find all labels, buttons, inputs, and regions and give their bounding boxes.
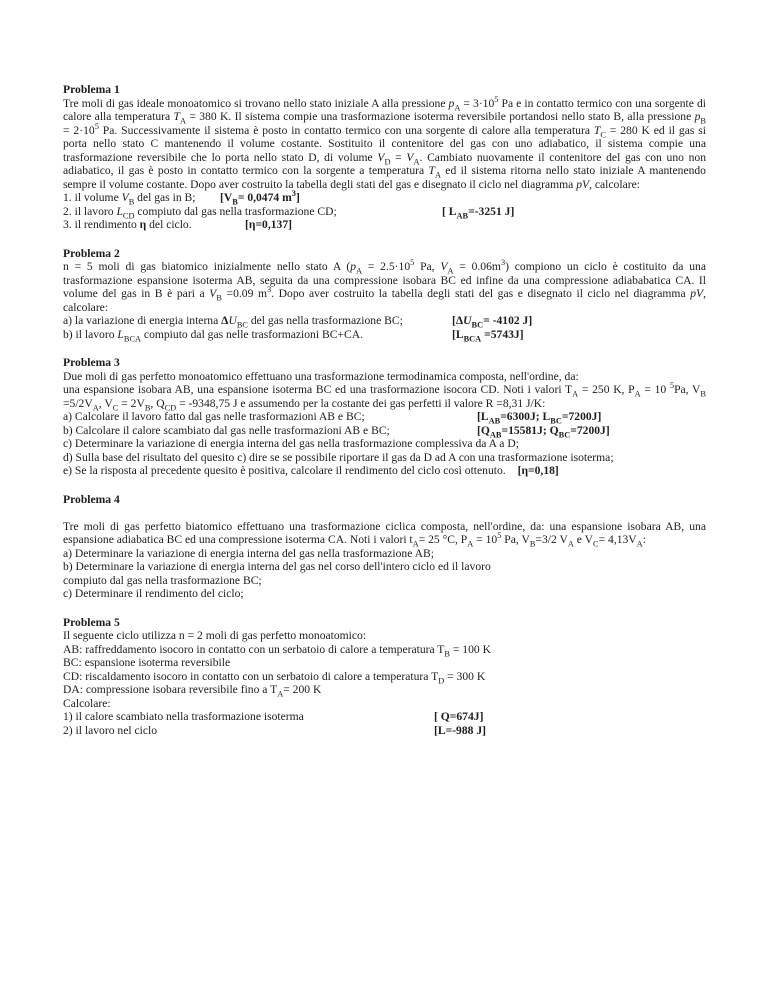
problem-5-step-da: [63, 683, 706, 697]
problem-5-step-bc: [63, 656, 706, 670]
problem-1-item-1: [63, 191, 706, 205]
problem-1-item-3-answer: [η=0,137]: [245, 218, 292, 231]
problem-5-step-cd: [63, 670, 706, 684]
problem-3-item-a-text: a) Calcolare il lavoro fatto dal gas nelle trasformazioni AB e BC;: [63, 410, 365, 423]
problem-1-item-1-answer: [$V_B= 0,0474$ $m^3$]: [220, 189, 300, 207]
problem-1-title: Problema 1: [63, 83, 120, 96]
problem-1: [63, 83, 706, 232]
problem-4-item-c: [63, 587, 706, 601]
problem-1-body: Tre moli di gas ideale monoatomico si trovano nello stato iniziale A alla pressione $p_A = 3\cdot 10^5$ Pa e in contatto termico con una sorgente di calore alla temperatura $T_A = 380$ K. Il sistema compie una trasformazione isoterma reversibile portandosi nello stato B, alla pressione $p_B = 2\cdot 10^5$ Pa. Successivamente il sistema è posto in contatto termico con una sorgente di calore alla temperatura $T_C = 280$ K ed il gas si porta nello stato C mantenendo il volume costante. Sostituito il contenitore del gas con uno adiabatico, il sistema compie una trasformazione reversibile che lo porta nello stato D, di volume $V_D = V_A$. Cambiato nuovamente il contenitore del gas con uno non adiabatico, il gas è posto in contatto termico con la sorgente a temperatura $T_A$ ed il sistema ritorna nello stato iniziale A mantenendo sempre il volume costante. Dopo aver costruito la tabella degli stati del gas e disegnato il ciclo nel diagramma pV, calcolare:: [63, 94, 706, 191]
problem-2-item-a-text: a) la variazione di energia interna $\Delta U_{BC}$ del gas nella trasformazione BC;: [63, 314, 403, 330]
problem-5-item-1: [63, 710, 706, 724]
problem-5-calcolare-label: [63, 697, 706, 711]
problem-2-title: Problema 2: [63, 246, 120, 260]
problem-2-item-b: [63, 328, 706, 342]
problem-3-item-a-answer: [$L_{AB}=6300J$; $L_{BC}=7200J$]: [477, 410, 602, 426]
problem-3-item-b: [63, 424, 706, 438]
problem-3-item-d: [63, 451, 706, 465]
problem-1-item-3-text: 3. il rendimento η del ciclo.: [63, 218, 192, 231]
problem-5-item-1-text: 1) il calore scambiato nella trasformazione isoterma: [63, 710, 304, 723]
problem-5-intro: [63, 629, 706, 643]
problem-2-item-b-answer: $[L_{BCA} =5743J]$: [452, 327, 524, 343]
problem-3-item-b-answer: [$Q_{AB}=15581J$; $Q_{BC}=7200J$]: [477, 423, 610, 439]
problem-5-item-2-answer: [L=-988 J]: [434, 723, 487, 737]
problem-5-calcolare-text: Calcolare:: [63, 696, 111, 710]
problem-5-step-ab-text: AB: raffreddamento isocoro in contatto con un serbatoio di calore a temperatura $T_B = 100$ K: [63, 642, 491, 658]
problem-3-item-d-text: d) Sulla base del risultato del quesito c) dire se se possibile riportare il gas da D ad A con una trasformazione isoterma;: [63, 450, 614, 464]
problem-2-body: n = 5 moli di gas biatomico inizialmente nello stato A ($p_A = 2.5\cdot 10^5$ Pa, $V_A = 0.06m^3$) compiono un ciclo è costituito da una trasformazione espansione isoterma AB, seguita da una compressione isobara BC ed infine da una compressione adiababatica CA. Il volume del gas in B è pari a $V_B =0.09$ $m^3$. Dopo aver costruito la tabella degli stati del gas e disegnato il ciclo nel diagramma pV, calcolare:: [63, 258, 706, 314]
problem-3-item-e-answer: [η=0,18]: [517, 464, 559, 477]
problem-5-item-1-answer: [ Q=674J]: [434, 710, 484, 723]
problem-2: [63, 247, 706, 342]
problem-2-item-a: [63, 314, 706, 328]
problem-5: [63, 616, 706, 738]
problem-4-title: Problema 4: [63, 492, 120, 506]
problem-3-item-e-text: e) Se la risposta al precedente quesito è positiva, calcolare il rendimento del ciclo così ottenuto.: [63, 464, 506, 477]
problem-1-item-2: [63, 205, 706, 219]
problem-1-item-2-text: 2. il lavoro $L_{CD}$ compiuto dal gas nella trasformazione CD;: [63, 204, 337, 220]
problem-3-body: Due moli di gas perfetto monoatomico effettuano una trasformazione termodinamica composta, nell'ordine, da: una espansione isobara AB, una espansione isoterma BC ed una trasformazione isocora CD. Noti i valori $T_A = 250$ K, $P_A = 10$ $^5$Pa, $V_B =5/2V_A$, $V_C = 2V_B$, $Q_{CD} = -9348,75$ J e assumendo per la costante dei gas perfetti il valore R =8,31 J/K:: [63, 369, 706, 412]
problem-5-step-ab: [63, 643, 706, 657]
problem-4-body: Tre moli di gas perfetto biatomico effettuano una trasformazione ciclica composta, nell'ordine, da: una espansione isobara AB, una espansione adiabatica BC ed una compressione isoterma CA. Noti i valori $t_A= 25$ °C, $P_A = 10^5$ Pa, $V_B=3/2$ $V_A$ e $V_C= 4,13V_A$:: [63, 519, 706, 549]
problem-3-item-a: [63, 410, 706, 424]
problem-1-item-2-answer: [ $L_{AB}=-3251$ J]: [442, 204, 515, 220]
problem-5-title: Problema 5: [63, 615, 120, 629]
problem-1-item-3: [63, 218, 706, 232]
problem-4-item-b-line-2: [63, 574, 706, 588]
problem-3-title: Problema 3: [63, 356, 120, 369]
problem-5-step-da-text: DA: compressione isobara reversibile fino a $T_A= 200$ K: [63, 683, 322, 699]
problem-5-intro-text: Il seguente ciclo utilizza n = 2 moli di gas perfetto monoatomico:: [63, 629, 367, 642]
problem-3-item-c: [63, 437, 706, 451]
problem-3-item-e: [63, 464, 706, 478]
problem-2-item-b-text: b) il lavoro $L_{BCA}$ compiuto dal gas nelle trasformazioni BC+CA.: [63, 327, 363, 343]
problem-4-item-b-text-2: compiuto dal gas nella trasformazione BC;: [63, 573, 262, 587]
problem-3: [63, 356, 706, 478]
problem-1-item-1-text: 1. il volume $V_B$ del gas in B;: [63, 191, 196, 207]
problem-5-step-cd-text: CD: riscaldamento isocoro in contatto con un serbatoio di calore a temperatura $T_D = 300$ K: [63, 669, 486, 685]
problem-5-item-2: [63, 724, 706, 738]
problem-3-item-c-text: c) Determinare la variazione di energia interna del gas nella trasformazione complessiva da A a D;: [63, 437, 519, 450]
problem-5-step-bc-text: BC: espansione isoterma reversibile: [63, 656, 231, 669]
problem-4-item-b-text-1: b) Determinare la variazione di energia interna del gas nel corso dell'intero ciclo ed il lavoro: [63, 560, 491, 573]
problem-4-item-c-text: c) Determinare il rendimento del ciclo;: [63, 587, 244, 600]
problem-5-item-2-text: 2) il lavoro nel ciclo: [63, 723, 158, 737]
problem-4-item-a: [63, 547, 706, 561]
problem-3-item-b-text: b) Calcolare il calore scambiato dal gas nelle trasformazioni AB e BC;: [63, 423, 390, 437]
problem-4: [63, 493, 706, 601]
problem-4-item-b-line-1: [63, 560, 706, 574]
problem-4-item-a-text: a) Determinare la variazione di energia interna del gas nella trasformazione AB;: [63, 546, 434, 560]
problem-2-item-a-answer: [$\Delta U_{BC}= -4102$ J]: [452, 314, 533, 330]
